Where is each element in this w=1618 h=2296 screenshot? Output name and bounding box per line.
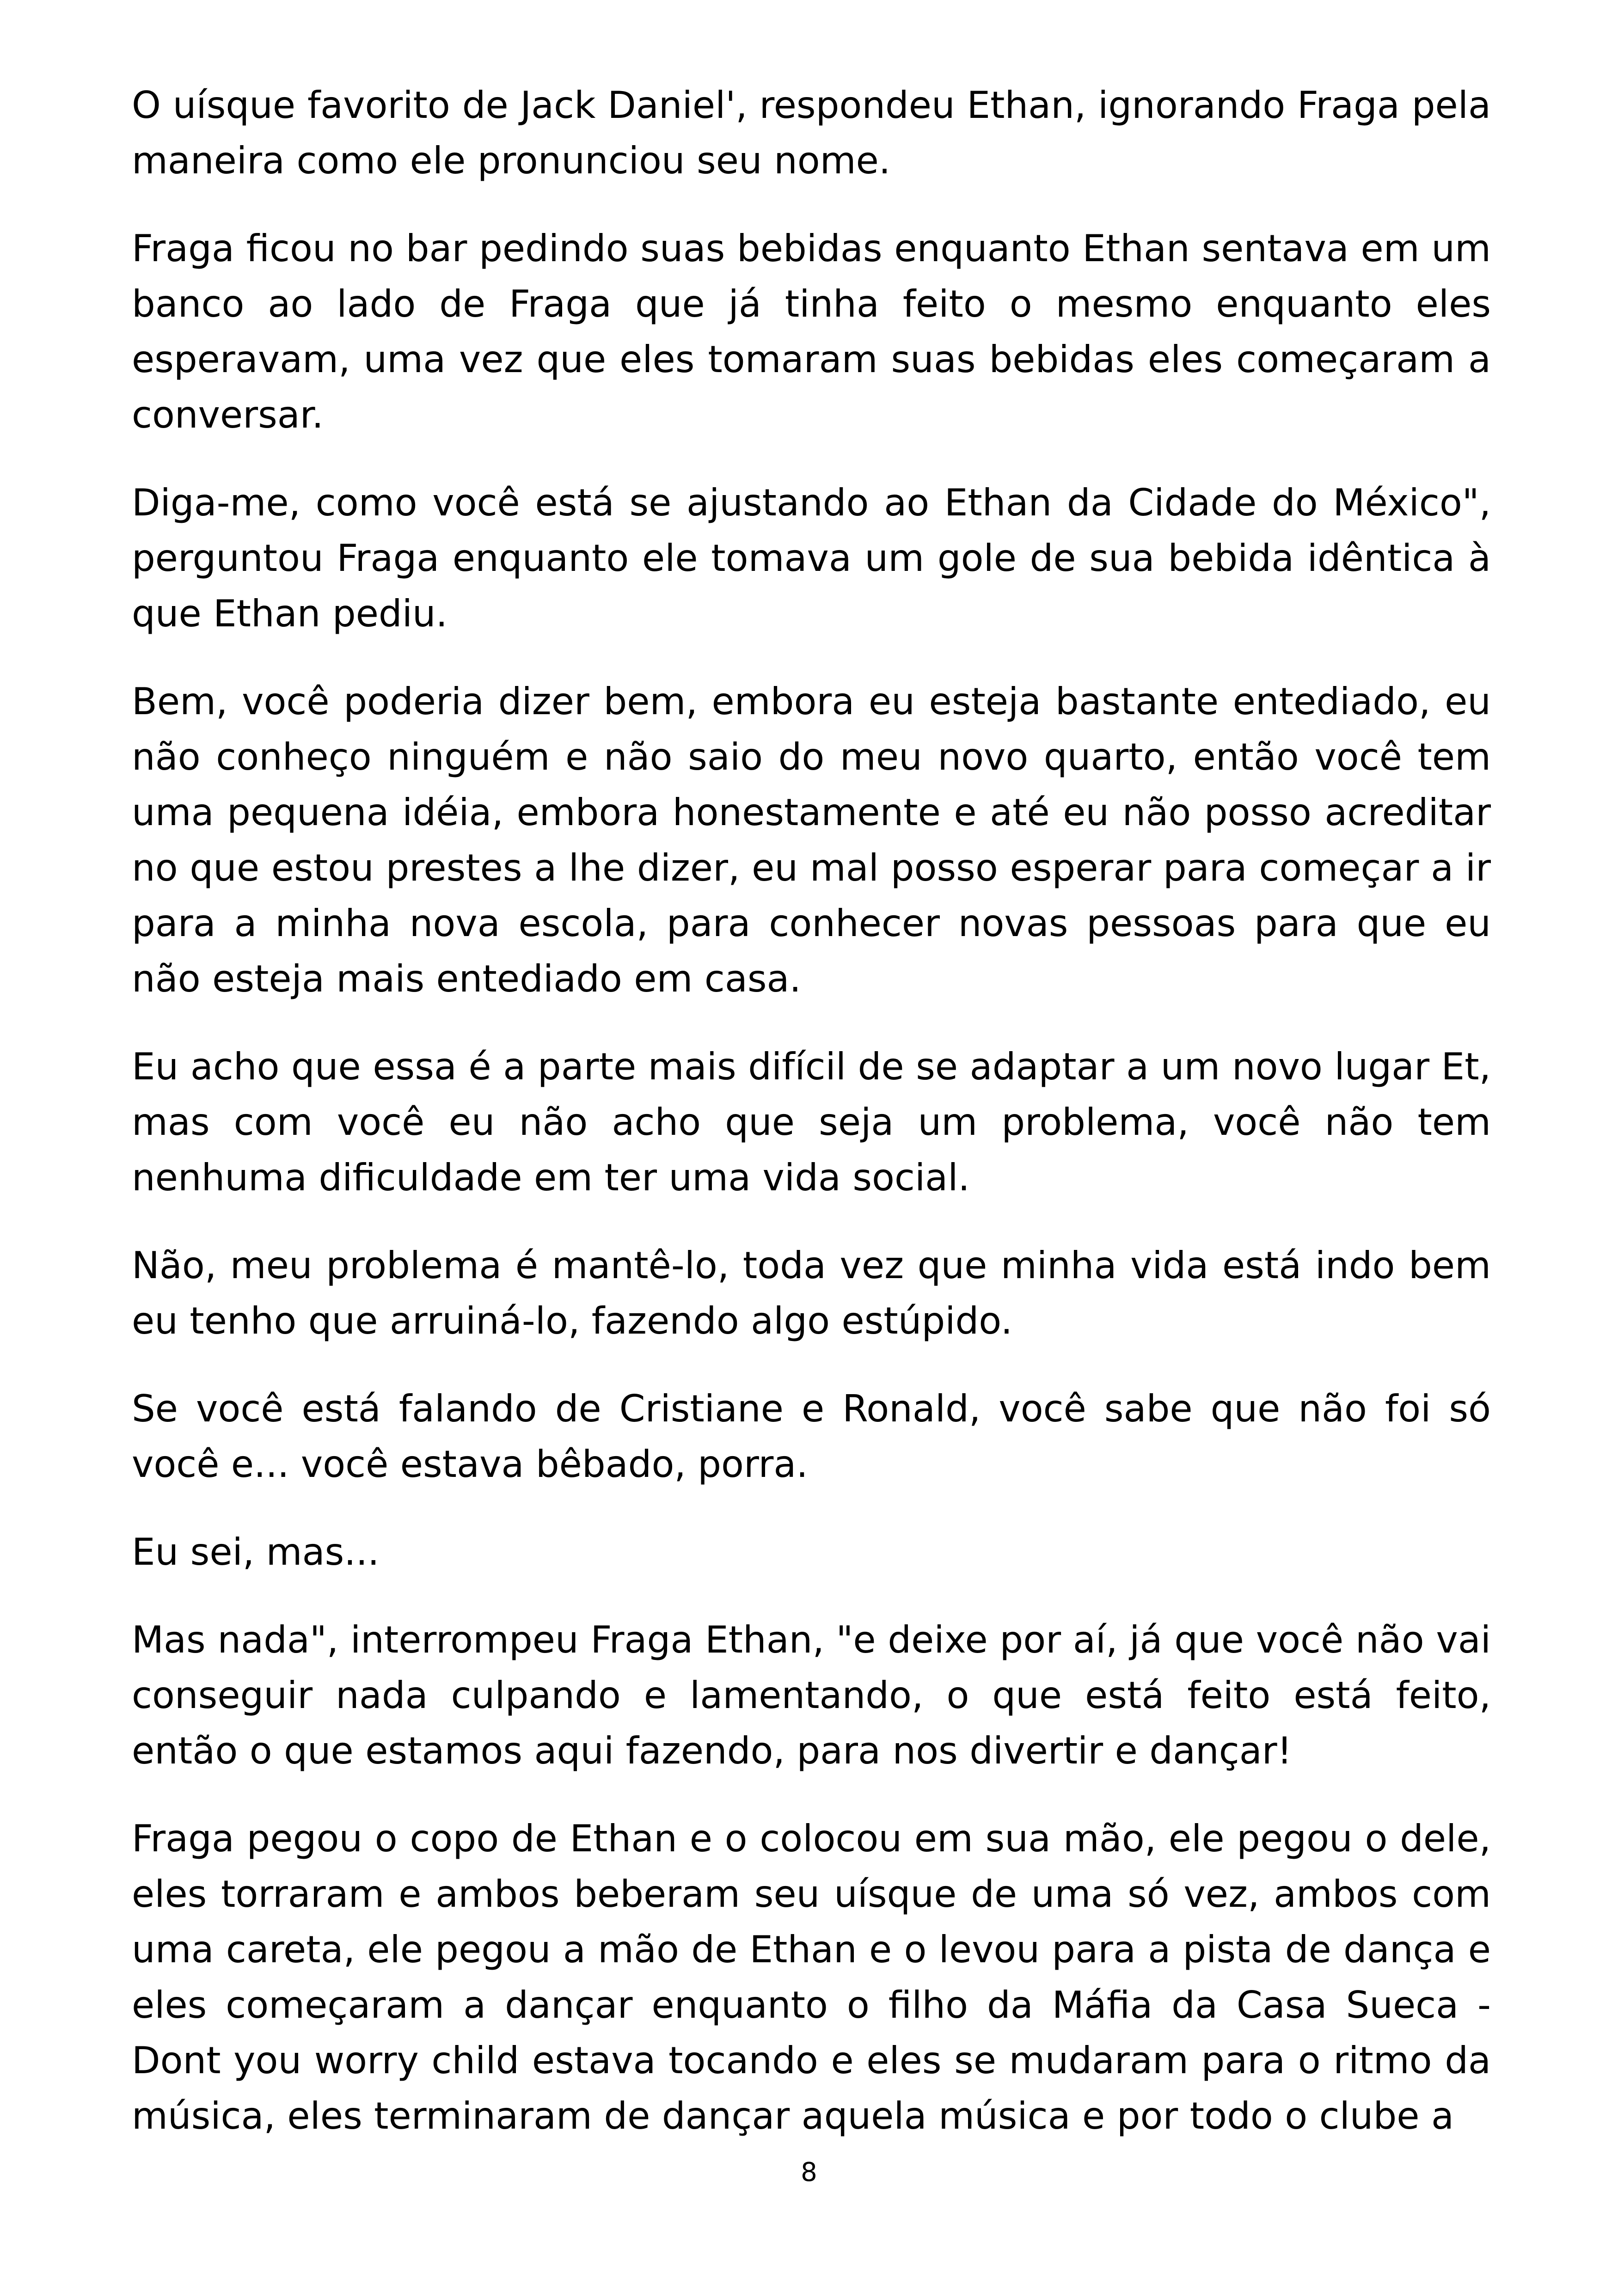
paragraph-1: O uísque favorito de Jack Daniel', respondeu Ethan, ignorando Fraga pela maneira como ele pronunciou seu nome. [132, 84, 1491, 182]
paragraph-3: Diga-me, como você está se ajustando ao Ethan da Cidade do México", perguntou Fraga enquanto ele tomava um gole de sua bebida idêntica à que Ethan pediu. [132, 481, 1491, 635]
paragraph-10: Fraga pegou o copo de Ethan e o colocou em sua mão, ele pegou o dele, eles torraram e ambos beberam seu uísque de uma só vez, ambos com uma careta, ele pegou a mão de Ethan e o levou para a pista de dança e eles começaram a dançar enquanto o filho da Máfia da Casa Sueca - Dont you worry child estava tocando e eles se mudaram para o ritmo da música, eles terminaram de dançar aquela música e por todo o clube a [132, 1817, 1491, 2137]
paragraph-5: Eu acho que essa é a parte mais difícil de se adaptar a um novo lugar Et, mas com você eu não acho que seja um problema, você não tem nenhuma dificuldade em ter uma vida social. [132, 1045, 1491, 1199]
paragraph-6: Não, meu problema é mantê-lo, toda vez que minha vida está indo bem eu tenho que arruiná-lo, fazendo algo estúpido. [132, 1244, 1491, 1342]
paragraph-9: Mas nada", interrompeu Fraga Ethan, "e deixe por aí, já que você não vai conseguir nada culpando e lamentando, o que está feito está feito, então o que estamos aqui fazendo, para nos divertir e dançar! [132, 1618, 1491, 1772]
paragraph-7: Se você está falando de Cristiane e Ronald, você sabe que não foi só você e... você estava bêbado, porra. [132, 1387, 1491, 1486]
body-text [132, 78, 1491, 2176]
page-number: 8 [801, 2157, 817, 2187]
paragraph-2: Fraga ficou no bar pedindo suas bebidas enquanto Ethan sentava em um banco ao lado de Fraga que já tinha feito o mesmo enquanto eles esperavam, uma vez que eles tomaram suas bebidas eles começaram a conversar. [132, 227, 1491, 436]
paragraph-4: Bem, você poderia dizer bem, embora eu esteja bastante entediado, eu não conheço ninguém e não saio do meu novo quarto, então você tem uma pequena idéia, embora honestamente e até eu não posso acreditar no que estou prestes a lhe dizer, eu mal posso esperar para começar a ir para a minha nova escola, para conhecer novas pessoas para que eu não esteja mais entediado em casa. [132, 680, 1491, 1000]
paragraph-8: Eu sei, mas... [132, 1531, 380, 1574]
